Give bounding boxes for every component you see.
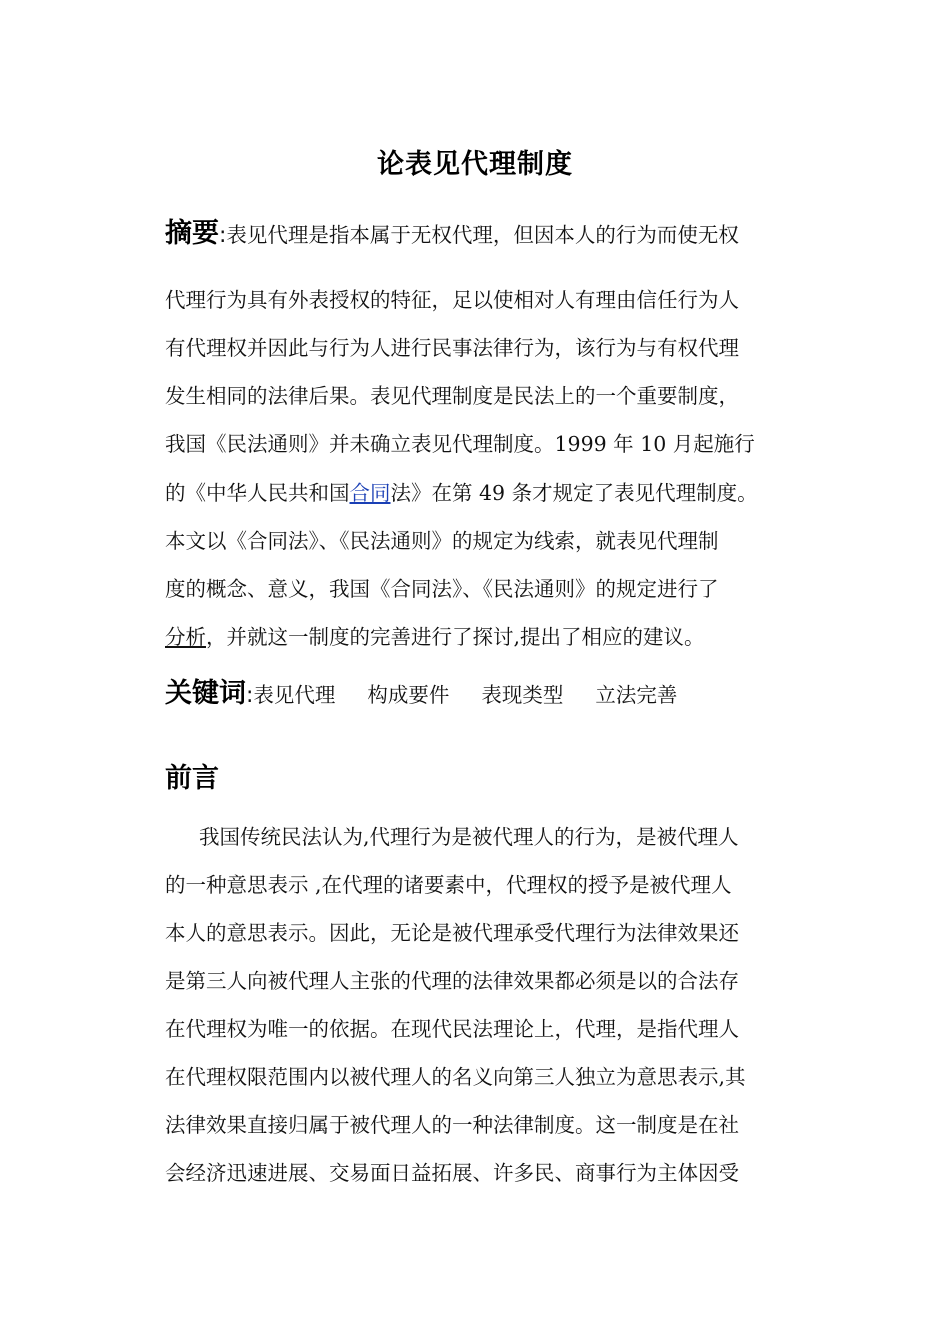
abstract-text-line-2: 代理行为具有外表授权的特征，足以使相对人有理由信任行为人 — [165, 288, 739, 312]
abstract-text-line-5: 我国《民法通则》并未确立表见代理制度。1999 年 10 月起施行 — [165, 432, 755, 456]
keyword-item: 立法完善 — [595, 683, 678, 707]
abstract-first-line — [165, 220, 805, 250]
abstract-text-line-9 — [165, 623, 805, 651]
preface-line: 的一种意思表示 ,在代理的诸要素中，代理权的授予是被代理人 — [165, 873, 732, 897]
preface-line: 本人的意思表示。因此，无论是被代理承受代理行为法律效果还 — [165, 921, 739, 945]
abstract-text-line-6-end: 法》在第 49 条才规定了表见代理制度。 — [390, 481, 758, 505]
abstract-text-line-3: 有代理权并因此与行为人进行民事法律行为，该行为与有权代理 — [165, 336, 739, 360]
abstract-colon: : — [219, 223, 227, 248]
abstract-text-line-6 — [165, 479, 805, 507]
keyword-item: 构成要件 — [367, 683, 450, 707]
keywords-line — [165, 680, 805, 710]
preface-line: 是第三人向被代理人主张的代理的法律效果都必须是以的合法存 — [165, 969, 739, 993]
contract-law-link[interactable]: 合同 — [349, 481, 391, 505]
keyword-item: 表见代理 — [253, 683, 336, 707]
abstract-text-line-4: 发生相同的法律后果。表见代理制度是民法上的一个重要制度， — [165, 384, 739, 408]
analysis-underlined-word: 分析 — [165, 625, 206, 649]
preface-line: 会经济迅速进展、交易面日益拓展、许多民、商事行为主体因受 — [165, 1161, 739, 1185]
document-title: 论表见代理制度 — [377, 149, 573, 180]
abstract-heading: 摘要 — [165, 218, 219, 249]
keywords-heading: 关键词 — [165, 678, 246, 709]
preface-line: 法律效果直接归属于被代理人的一种法律制度。这一制度是在社 — [165, 1113, 739, 1137]
preface-heading: 前言 — [165, 763, 219, 794]
keywords-colon: : — [246, 683, 254, 708]
preface-line: 在代理权为唯一的依据。在现代民法理论上，代理，是指代理人 — [165, 1017, 739, 1041]
abstract-text-line-9-rest: ，并就这一制度的完善进行了探讨,提出了相应的建议。 — [206, 625, 705, 649]
abstract-text-line-7: 本文以《合同法》、《民法通则》的规定为线索，就表见代理制 — [165, 529, 719, 553]
preface-line: 在代理权限范围内以被代理人的名义向第三人独立为意思表示,其 — [165, 1065, 746, 1089]
preface-line: 我国传统民法认为,代理行为是被代理人的行为，是被代理人 — [199, 825, 739, 849]
abstract-text-line-6-start: 的《中华人民共和国 — [165, 481, 350, 505]
keyword-item: 表现类型 — [481, 683, 564, 707]
abstract-text-line-1: 表见代理是指本属于无权代理，但因本人的行为而使无权 — [226, 223, 739, 247]
abstract-text-line-8: 度的概念、意义，我国《合同法》、《民法通则》的规定进行了 — [165, 577, 719, 601]
